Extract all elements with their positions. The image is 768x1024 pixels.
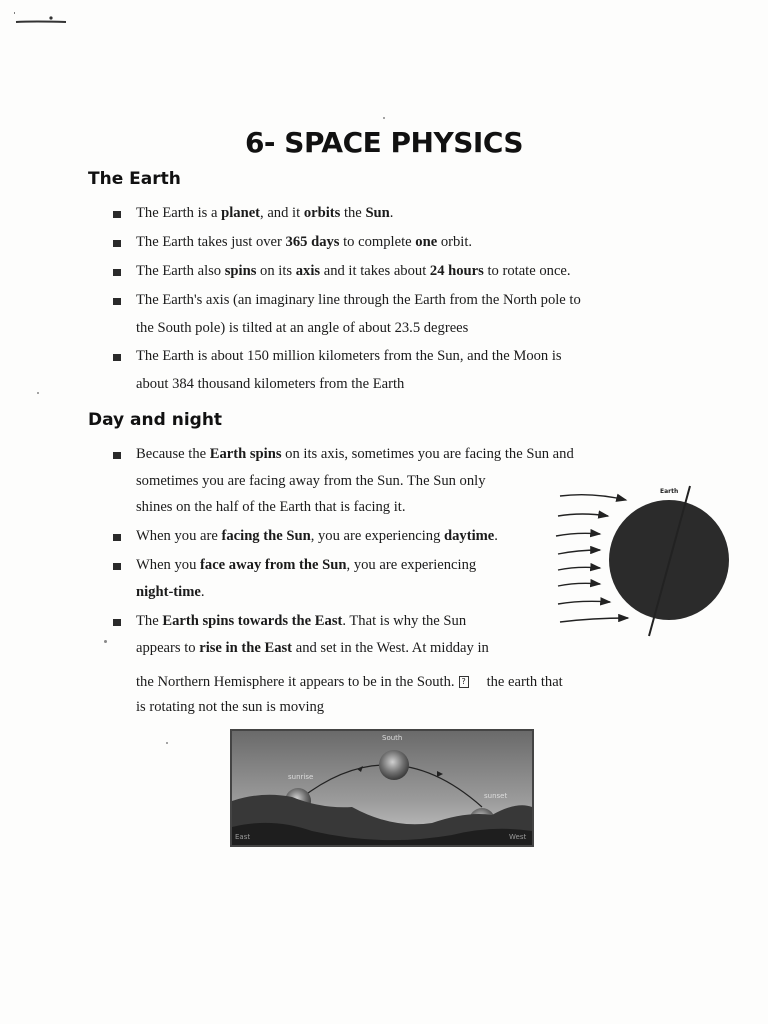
text-run: The (136, 613, 163, 629)
bullet-icon (113, 619, 121, 626)
earth-label: Earth (660, 488, 679, 495)
bullet-icon (113, 211, 121, 218)
bold-term: daytime (444, 528, 495, 544)
text-run: , you are experiencing (310, 528, 445, 544)
text-run: and set in the West. At midday in (292, 640, 489, 656)
text-line (136, 292, 581, 309)
bold-term: night-time (136, 584, 201, 600)
text-run: and it takes about (320, 263, 430, 279)
text-run: the (340, 205, 366, 221)
bold-term: 365 days (285, 234, 340, 250)
scan-speck (166, 742, 168, 744)
text-line (136, 640, 489, 657)
bold-term: orbits (303, 205, 341, 221)
text-run: Because the (136, 446, 210, 462)
text-line (136, 699, 324, 716)
text-run: , and it (260, 205, 304, 221)
bullet-icon (113, 563, 121, 570)
sunlight-arrows-earth-icon (552, 478, 737, 648)
text-run: appears to (136, 640, 200, 656)
section-heading: Day and night (88, 410, 223, 430)
photo-label-sunrise: sunrise (288, 773, 314, 781)
scan-speck (37, 392, 39, 394)
text-run: shines on the half of the Earth that is facing it. (136, 499, 406, 515)
text-line (136, 557, 476, 574)
text-line (136, 528, 498, 545)
text-run: The Earth is about 150 million kilometers from the Sun, and the Moon is (136, 348, 562, 364)
text-run: on its axis, sometimes you are facing the Sun and (281, 446, 574, 462)
text-line (136, 674, 563, 691)
text-run: The Earth's axis (an imaginary line through the Earth from the North pole to (136, 292, 581, 308)
section-heading: The Earth (88, 169, 181, 189)
text-run: the South pole) is tilted at an angle of about 23.5 degrees (136, 320, 469, 336)
text-run: When you are (136, 528, 222, 544)
text-run: sometimes you are facing away from the Sun. The Sun only (136, 473, 486, 489)
text-line (136, 234, 472, 251)
scan-mark-icon (14, 10, 74, 26)
photo-label-east: East (235, 833, 251, 841)
bold-term: Earth spins (209, 446, 282, 462)
bullet-icon (113, 298, 121, 305)
text-run: . (389, 205, 394, 221)
text-line (136, 499, 406, 516)
bullet-icon (113, 240, 121, 247)
photo-label-sunset: sunset (484, 792, 508, 800)
sun-path-photo (230, 729, 534, 847)
text-line (136, 446, 574, 463)
scan-speck (104, 640, 107, 643)
text-line (136, 205, 393, 222)
bullet-icon (113, 269, 121, 276)
missing-glyph-icon: ? (459, 676, 469, 688)
bullet-icon (113, 452, 121, 459)
text-run: the Northern Hemisphere it appears to be in the South. (136, 674, 455, 690)
text-run: to rotate once. (483, 263, 571, 279)
text-run: about 384 thousand kilometers from the Earth (136, 376, 405, 392)
text-line (136, 584, 205, 601)
text-run: The Earth takes just over (136, 234, 286, 250)
bold-term: Sun (365, 205, 390, 221)
photo-label-west: West (509, 833, 527, 841)
bold-term: one (415, 234, 438, 250)
scan-speck (383, 117, 385, 119)
text-run: The Earth also (136, 263, 225, 279)
text-run: on its (256, 263, 296, 279)
bold-term: spins (224, 263, 257, 279)
bold-term: axis (295, 263, 321, 279)
text-run: the earth that (486, 674, 563, 690)
text-line (136, 263, 571, 280)
bold-term: facing the Sun (221, 528, 311, 544)
sun-path-illustration (232, 731, 532, 845)
text-run: is rotating not the sun is moving (136, 699, 325, 715)
bold-term: planet (221, 205, 261, 221)
text-run: to complete (339, 234, 416, 250)
bold-term: face away from the Sun (200, 557, 347, 573)
bullet-icon (113, 534, 121, 541)
bold-term: 24 hours (429, 263, 484, 279)
text-run: . That is why the Sun (342, 613, 467, 629)
text-line (136, 376, 404, 393)
text-run: . (494, 528, 498, 544)
text-run: The Earth is a (136, 205, 222, 221)
bold-term: rise in the East (199, 640, 293, 656)
text-run: orbit. (437, 234, 473, 250)
bold-term: Earth spins towards the East (162, 613, 343, 629)
bullet-icon (113, 354, 121, 361)
text-run: , you are experiencing (346, 557, 477, 573)
text-run: . (200, 584, 205, 600)
text-line (136, 473, 486, 490)
photo-label-south: South (382, 734, 403, 742)
text-line (136, 320, 468, 337)
page-title: 6- SPACE PHYSICS (244, 126, 524, 159)
text-line (136, 348, 562, 365)
text-line (136, 613, 466, 630)
text-run: When you (136, 557, 201, 573)
